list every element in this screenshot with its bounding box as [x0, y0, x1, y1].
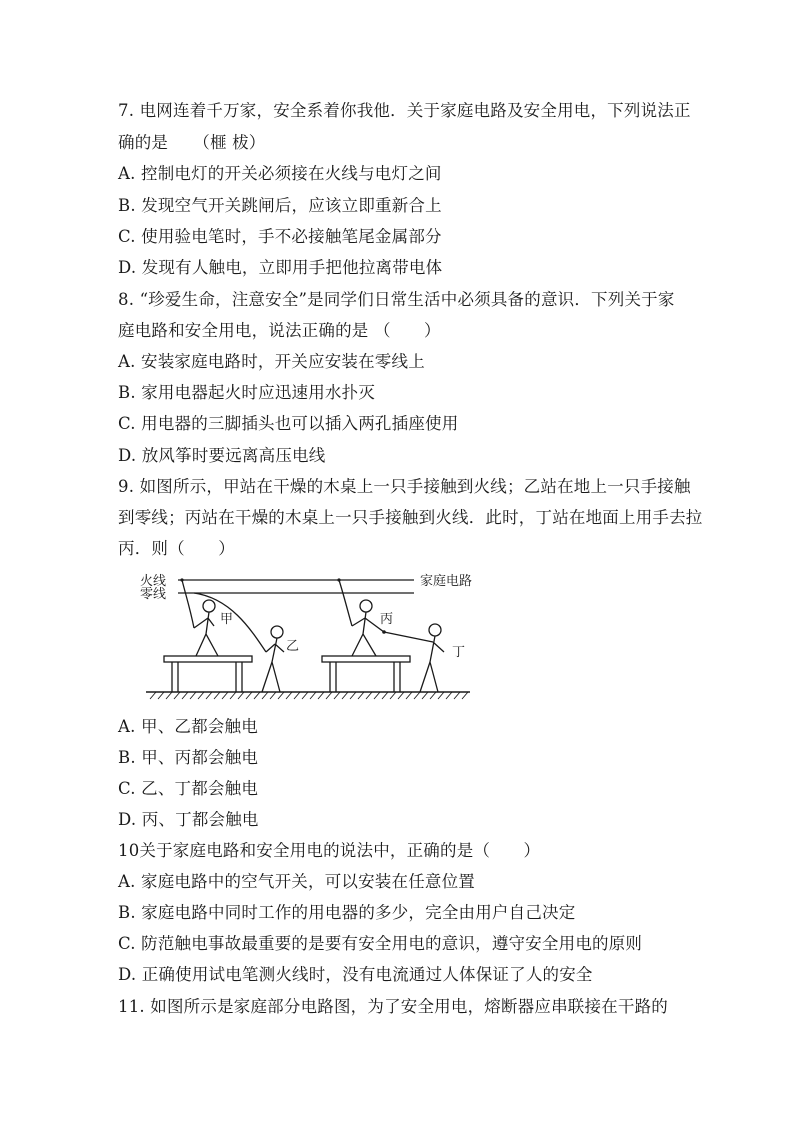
q10-option-a: A. 家庭电路中的空气开关，可以安装在任意位置	[118, 872, 476, 891]
q8-stem-line-1: 8. “珍爱生命，注意安全”是同学们日常生活中必须具备的意识．下列关于家	[118, 290, 675, 309]
q10-option-b: B. 家庭电路中同时工作的用电器的多少，完全由用户自己决定	[118, 903, 576, 922]
label-person-ding: 丁	[452, 645, 466, 660]
q9-option-a: A. 甲、乙都会触电	[118, 717, 258, 736]
q8-option-a: A. 安装家庭电路时，开关应安装在零线上	[118, 352, 425, 371]
q10-option-c: C. 防范触电事故最重要的是要有安全用电的意识，遵守安全用电的原则	[118, 934, 643, 953]
label-person-yi: 乙	[286, 639, 300, 654]
q9-option-b: B. 甲、丙都会触电	[118, 748, 259, 767]
q7-option-d: D. 发现有人触电，立即用手把他拉离带电体	[118, 258, 443, 277]
q10-stem-line-1: 10关于家庭电路和安全用电的说法中，正确的是（ ）	[118, 841, 541, 860]
label-person-bing: 丙	[380, 612, 394, 627]
q9-option-c: C. 乙、丁都会触电	[118, 779, 259, 798]
q8-option-c: C. 用电器的三脚插头也可以插入两孔插座使用	[118, 414, 459, 433]
q7-option-b: B. 发现空气开关跳闸后，应该立即重新合上	[118, 196, 442, 215]
ground-hatching	[150, 692, 468, 699]
q9-stem-line-1: 9. 如图所示，甲站在干燥的木桌上一只手接触到火线；乙站在地上一只手接触	[118, 477, 691, 496]
q7-stem-line-1: 7. 电网连着千万家，安全系着你我他．关于家庭电路及安全用电，下列说法正	[118, 101, 691, 120]
label-household-circuit: 家庭电路	[420, 574, 473, 589]
q9-option-d: D. 丙、丁都会触电	[118, 810, 259, 829]
label-neutral-wire: 零线	[140, 587, 167, 602]
q7-option-a: A. 控制电灯的开关必须接在火线与电灯之间	[118, 164, 442, 183]
label-person-jia: 甲	[220, 612, 234, 627]
q8-option-b: B. 家用电器起火时应迅速用水扑灭	[118, 383, 376, 402]
wooden-table-left	[164, 656, 252, 662]
q9-circuit-figure	[140, 568, 500, 702]
q8-stem-line-2: 庭电路和安全用电，说法正确的是 （ ）	[118, 321, 441, 340]
q9-stem-line-2: 到零线；丙站在干燥的木桌上一只手接触到火线．此时，丁站在地面上用手去拉	[118, 508, 703, 527]
q10-option-d: D. 正确使用试电笔测火线时，没有电流通过人体保证了人的安全	[118, 965, 593, 984]
person-bing-figure	[339, 580, 384, 656]
q9-stem-line-3: 丙．则（ ）	[118, 539, 235, 558]
person-yi-figure	[194, 593, 284, 692]
wooden-table-right	[322, 656, 410, 662]
person-jia-figure	[182, 580, 218, 656]
q8-option-d: D. 放风筝时要远离高压电线	[118, 446, 326, 465]
q11-stem-line-1: 11. 如图所示是家庭部分电路图，为了安全用电，熔断器应串联接在干路的	[118, 997, 668, 1016]
label-live-wire: 火线	[140, 574, 167, 589]
q7-stem-line-2: 确的是 （榧 柭）	[118, 133, 266, 152]
q7-option-c: C. 使用验电笔时，手不必接触笔尾金属部分	[118, 227, 442, 246]
